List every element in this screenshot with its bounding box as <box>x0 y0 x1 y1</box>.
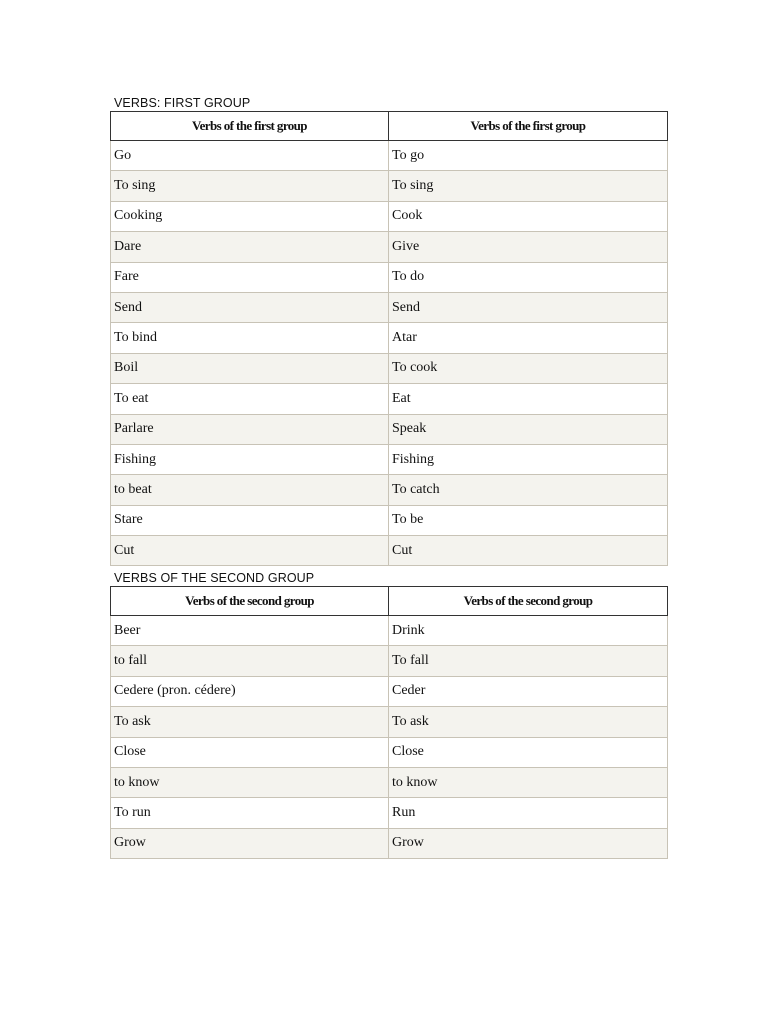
table-header-row <box>111 112 668 141</box>
table-row <box>111 141 668 171</box>
table-cell: to know <box>111 767 389 797</box>
column-header: Verbs of the second group <box>389 587 668 616</box>
table-cell: Grow <box>389 828 668 858</box>
table-cell: Cut <box>111 536 389 566</box>
table-cell: Cut <box>389 536 668 566</box>
table-row <box>111 292 668 322</box>
table-cell: Go <box>111 141 389 171</box>
table-row <box>111 475 668 505</box>
table-cell: to beat <box>111 475 389 505</box>
table-cell: Fishing <box>389 444 668 474</box>
table-row <box>111 353 668 383</box>
table-cell: To bind <box>111 323 389 353</box>
table-cell: Grow <box>111 828 389 858</box>
table-cell: Beer <box>111 616 389 646</box>
table-row <box>111 505 668 535</box>
section-title: VERBS: FIRST GROUP <box>114 96 251 110</box>
table-cell: To ask <box>111 707 389 737</box>
table-cell: Atar <box>389 323 668 353</box>
table-cell: Eat <box>389 384 668 414</box>
table-cell: To do <box>389 262 668 292</box>
table-cell: Stare <box>111 505 389 535</box>
table-cell: Drink <box>389 616 668 646</box>
table-cell: To sing <box>111 171 389 201</box>
table-cell: Dare <box>111 232 389 262</box>
first-group-table <box>110 111 668 566</box>
table-row <box>111 171 668 201</box>
table-cell: To fall <box>389 646 668 676</box>
first-group-section <box>110 96 667 566</box>
table-cell: Close <box>389 737 668 767</box>
table-cell: Cook <box>389 201 668 231</box>
table-row <box>111 646 668 676</box>
table-row <box>111 262 668 292</box>
table-cell: to know <box>389 767 668 797</box>
table-cell: Fishing <box>111 444 389 474</box>
table-cell: To ask <box>389 707 668 737</box>
table-cell: To sing <box>389 171 668 201</box>
table-row <box>111 767 668 797</box>
table-cell: Boil <box>111 353 389 383</box>
table-header-row <box>111 587 668 616</box>
table-cell: Close <box>111 737 389 767</box>
table-row <box>111 737 668 767</box>
table-cell: Send <box>111 292 389 322</box>
table-cell: to fall <box>111 646 389 676</box>
column-header: Verbs of the second group <box>111 587 389 616</box>
table-cell: Fare <box>111 262 389 292</box>
table-row <box>111 616 668 646</box>
table-row <box>111 536 668 566</box>
table-row <box>111 676 668 706</box>
table-row <box>111 414 668 444</box>
table-cell: To go <box>389 141 668 171</box>
column-header: Verbs of the first group <box>111 112 389 141</box>
table-cell: To cook <box>389 353 668 383</box>
table-row <box>111 384 668 414</box>
table-cell: Cooking <box>111 201 389 231</box>
second-group-table <box>110 586 668 859</box>
table-cell: Parlare <box>111 414 389 444</box>
table-row <box>111 444 668 474</box>
table-row <box>111 323 668 353</box>
section-title: VERBS OF THE SECOND GROUP <box>114 571 315 585</box>
table-cell: Send <box>389 292 668 322</box>
table-row <box>111 707 668 737</box>
table-cell: Cedere (pron. cédere) <box>111 676 389 706</box>
table-row <box>111 798 668 828</box>
table-cell: Ceder <box>389 676 668 706</box>
table-cell: Run <box>389 798 668 828</box>
table-row <box>111 232 668 262</box>
table-cell: To run <box>111 798 389 828</box>
table-cell: Give <box>389 232 668 262</box>
column-header: Verbs of the first group <box>389 112 668 141</box>
table-row <box>111 828 668 858</box>
table-cell: To catch <box>389 475 668 505</box>
table-cell: To eat <box>111 384 389 414</box>
second-group-section <box>110 571 667 859</box>
table-cell: To be <box>389 505 668 535</box>
table-cell: Speak <box>389 414 668 444</box>
table-row <box>111 201 668 231</box>
